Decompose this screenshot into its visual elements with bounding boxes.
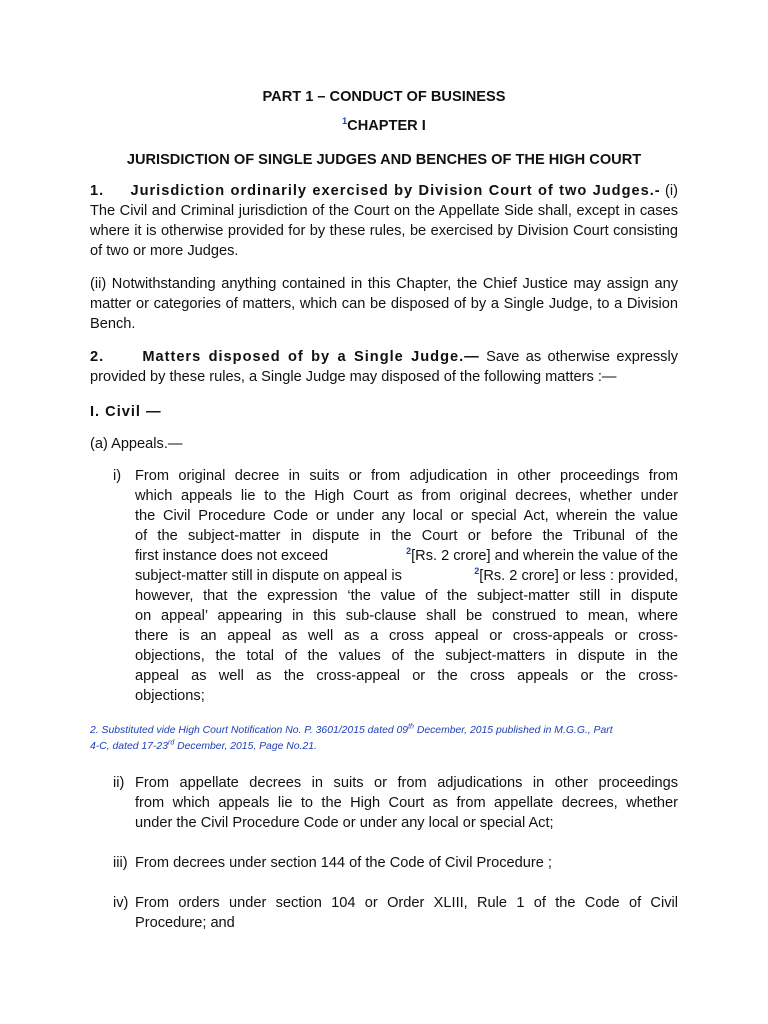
footnote-line: 2. Substituted vide High Court Notification No. P. 3601/2015 dated 09th December, 2015 published in M.G.G., Part	[90, 723, 613, 736]
line: objections;	[135, 688, 205, 704]
line: subject-matter still in dispute on appeal is $^2$[Rs. 2 crore] or less : provided,	[135, 566, 678, 584]
rule-1-clause-ii: (ii) Notwithstanding anything contained in this Chapter, the Chief Justice may assign any matter or categories of matters, which can be disposed of by a Single Judge, to a Division Bench.	[90, 276, 678, 332]
appeals-heading: (a) Appeals.—	[90, 436, 183, 452]
chapter-label: CHAPTER I	[347, 118, 426, 134]
line: the Civil Procedure Code or under any local or special Act, wherein the value	[135, 508, 678, 524]
footnote-2	[90, 723, 680, 755]
list-item-continuation	[135, 486, 678, 706]
list-item-body	[135, 893, 678, 913]
list-item-number: ii)	[113, 775, 125, 791]
line: From decrees under section 144 of the Code of Civil Procedure ;	[135, 855, 552, 871]
line: from which appeals lie to the High Court as from appellate decrees, whether	[135, 795, 678, 811]
list-item-number: iii)	[113, 855, 128, 871]
line: however, that the expression ‘the value of the subject-matter still in dispute	[135, 588, 678, 604]
list-item-continuation	[135, 913, 678, 933]
footnote-marker[interactable]: 2	[406, 546, 412, 557]
footnote-marker[interactable]: 2	[474, 566, 480, 577]
list-item-body	[135, 466, 678, 486]
rule-1-clause-i: (i) The Civil and Criminal jurisdiction of the Court on the Appellate Side shall, except in cases where it is otherwise provided for by these rules, be exercised by Division Court consisting of two or more Judges.	[90, 183, 679, 259]
line: From appellate decrees in suits or from adjudications in other proceedings	[135, 775, 678, 791]
rule-1-number: 1.	[90, 183, 105, 199]
line: first instance does not exceed $^2$[Rs. 2 crore] and wherein the value of the	[135, 546, 678, 564]
chapter-title	[0, 116, 768, 136]
line: under the Civil Procedure Code or under any local or special Act;	[135, 815, 554, 831]
footnote-line: 4-C, dated 17-23rd December, 2015, Page No.21.	[90, 739, 317, 752]
line: on appeal’ appearing in this sub-clause shall be construed to mean, where	[135, 608, 678, 624]
list-item-body	[135, 773, 678, 793]
list-item-body	[135, 853, 678, 873]
list-item-number: iv)	[113, 895, 129, 911]
line: From original decree in suits or from adjudication in other proceedings from	[135, 468, 678, 484]
line: there is an appeal as well as a cross appeal or cross-appeals or cross-	[135, 628, 678, 644]
chapter-footnote-marker[interactable]: 1	[342, 116, 348, 127]
rule-2-text: Save as otherwise expressly provided by these rules, a Single Judge may disposed of the following matters :—	[90, 349, 678, 385]
line: objections, the total of the values of the subject-matters in dispute in the	[135, 648, 678, 664]
line: Procedure; and	[135, 915, 235, 931]
jurisdiction-heading: JURISDICTION OF SINGLE JUDGES AND BENCHES OF THE HIGH COURT	[126, 152, 642, 168]
list-item-continuation	[135, 793, 678, 833]
list-item-number: i)	[113, 468, 122, 484]
part-title: PART 1 – CONDUCT OF BUSINESS	[262, 89, 506, 105]
line: which appeals lie to the High Court as from original decrees, whether under	[135, 488, 678, 504]
line: appeal as well as the cross-appeal or the cross appeals or the cross-	[135, 668, 678, 684]
rule-2-number: 2.	[90, 349, 105, 365]
rule-2	[90, 347, 678, 387]
line: From orders under section 104 or Order XLIII, Rule 1 of the Code of Civil	[135, 895, 678, 911]
line: of the subject-matter in dispute in the Court or before the Tribunal of the	[135, 528, 678, 544]
rule-2-heading: Matters disposed of by a Single Judge.—	[142, 349, 480, 365]
rule-1	[90, 181, 678, 261]
civil-heading: I. Civil —	[90, 404, 162, 420]
rule-1-heading: Jurisdiction ordinarily exercised by Division Court of two Judges.-	[130, 183, 661, 199]
